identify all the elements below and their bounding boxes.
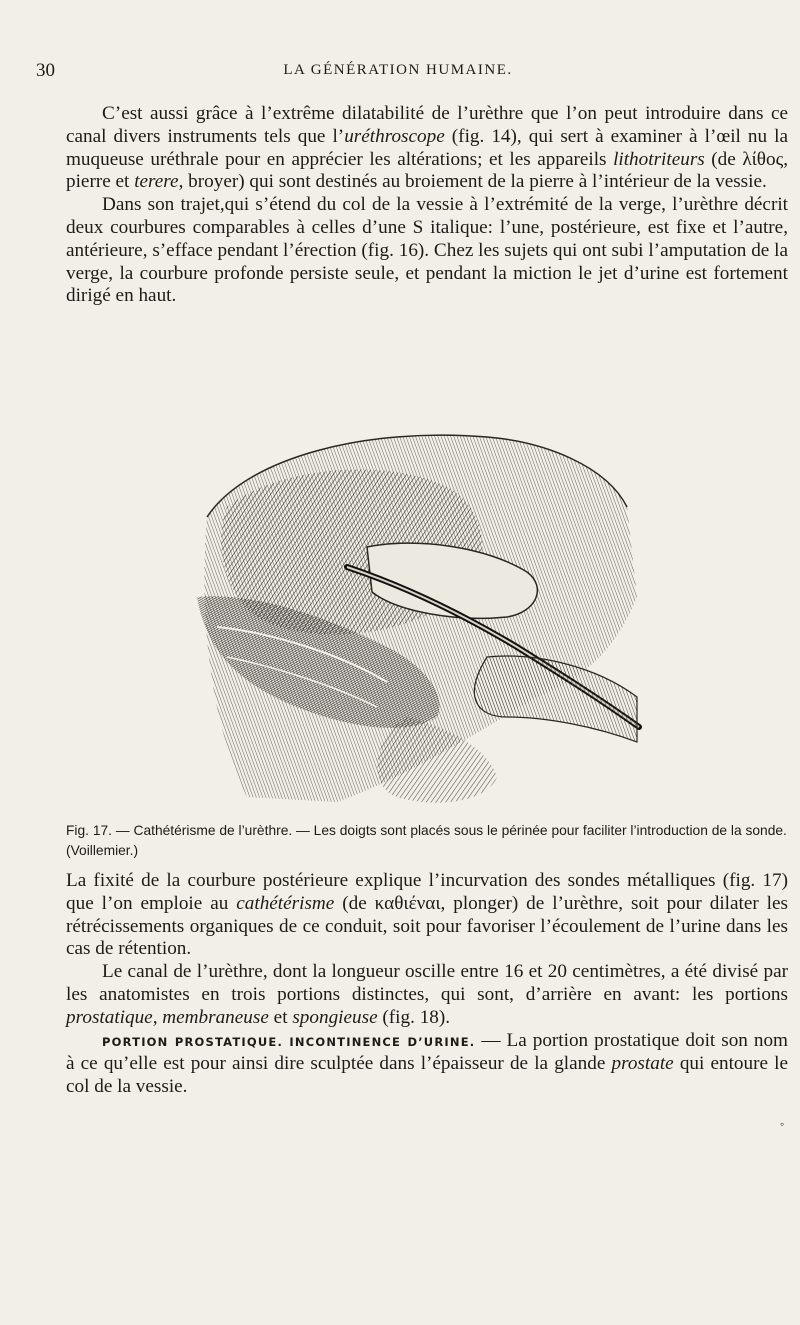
p5-text-2: qui entoure le col de la vessie.	[66, 1053, 788, 1098]
figure-caption	[66, 821, 788, 861]
p5-term-prostate: prostate	[611, 1053, 674, 1075]
p1-text-1: C’est aussi grâce à l’extrême dilatabilité de l’urèthre que l’on peut introduire dans ce canal divers instruments tels que l’	[66, 103, 788, 147]
p1-text-3: (de λίθος, pierre et	[66, 148, 788, 193]
p1-term-terere: terere	[134, 171, 179, 193]
page-header	[36, 60, 760, 86]
p1-term-urethroscope: uréthroscope	[344, 125, 445, 147]
caption-label: Fig. 17.	[66, 823, 113, 838]
p4-text-1: Le canal de l’urèthre, dont la longueur oscille entre 16 et 20 centimètres, a été divisé par les anatomistes en trois portions distinctes, qui sont, d’arrière en avant: les portions	[66, 961, 788, 1005]
penis-section	[474, 656, 637, 742]
paragraph-2: Dans son trajet,qui s’étend du col de la vessie à l’extrémité de la verge, l’urèthre décrit deux courbures comparables à celles d’une S italique: l’une, postérieure, est fixe et l’autre, antérieure, s’efface pendant l’érection (fig. 16). Chez les sujets qui ont subi l’amputation de la verge, la courbure profonde persiste seule, et pendant la miction le jet d’urine est fortement dirigé en haut.	[66, 194, 788, 307]
caption-text: — Cathétérisme de l’urèthre. — Les doigts sont placés sous le périnée pour faciliter l’introduction de la sonde. (Voillemier.)	[66, 823, 787, 858]
p1-term-lithotriteurs: lithotriteurs	[613, 148, 705, 170]
paragraph-4	[66, 961, 788, 1029]
p4-terms-prostatique-membraneuse: prostatique, membraneuse	[66, 1006, 269, 1028]
p4-text-2: et	[268, 1006, 293, 1028]
paragraph-3	[66, 870, 788, 961]
p1-text-4: , broyer) qui sont destinés au broiement de la pierre à l’intérieur de la vessie.	[178, 171, 767, 193]
p4-text-3: (fig. 18).	[377, 1006, 451, 1028]
margin-mark: ◦	[780, 1117, 785, 1131]
text-block-bottom	[66, 870, 788, 1099]
running-title: LA GÉNÉRATION HUMAINE.	[283, 62, 513, 78]
text-block-top	[66, 103, 788, 308]
p3-text-1: La fixité de la courbure postérieure explique l’incurvation des sondes métalliques (fig. 17) que l’on emploie au	[66, 870, 788, 914]
page-number: 30	[36, 60, 55, 81]
paragraph-1	[66, 103, 788, 194]
p3-text-2: (de καθιέναι, plonger) de l’urèthre, soit pour dilater les rétrécissements organiques de ce conduit, soit pour favoriser l’écoulement de l’urine dans les cas de rétention.	[66, 892, 788, 960]
catheterism-engraving	[187, 397, 643, 811]
paragraph-5	[66, 1030, 788, 1099]
p4-term-spongieuse: spongieuse	[292, 1006, 378, 1028]
figure-illustration	[187, 397, 643, 811]
p5-text-1: — La portion prostatique doit son nom à ce qu’elle est pour ainsi dire sculptée dans l’épaisseur de la glande	[66, 1029, 788, 1075]
p3-term-catheterisme: cathétérisme	[236, 892, 335, 914]
section-heading: PORTION PROSTATIQUE. INCONTINENCE D’URINE.	[102, 1034, 476, 1049]
p1-text-2: (fig. 14), qui sert à examiner à l’œil nu la muqueuse uréthrale pour en apprécier les altérations; et les appareils	[66, 125, 788, 170]
